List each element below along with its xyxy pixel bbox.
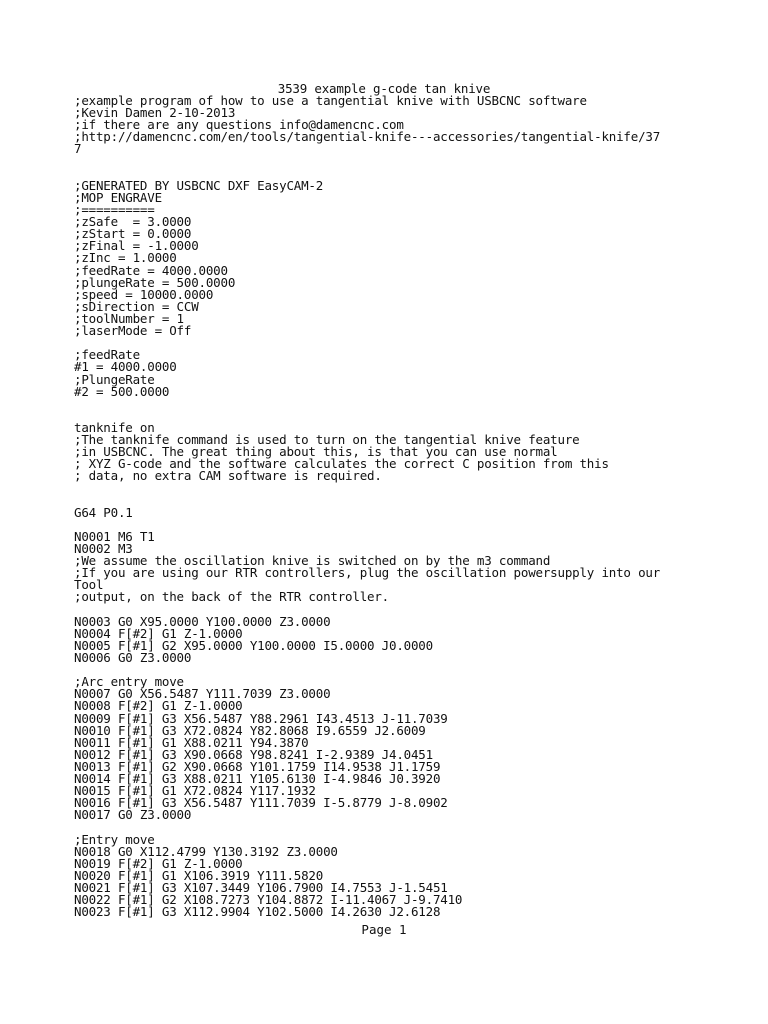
code-line <box>74 519 734 531</box>
code-line: N0021 F[#1] G3 X107.3449 Y106.7900 I4.7553 J-1.5451 <box>74 880 448 896</box>
code-line: N0015 F[#1] G1 X72.0824 Y117.1932 <box>74 783 316 799</box>
code-line <box>74 337 734 349</box>
code-line: N0010 F[#1] G3 X72.0824 Y82.8068 I9.6559 J2.6009 <box>74 722 426 738</box>
code-line: ;zSafe = 3.0000 <box>74 214 192 230</box>
code-line: N0014 F[#1] G3 X88.0211 Y105.6130 I-4.9846 J0.3920 <box>74 771 441 787</box>
code-line <box>74 398 734 410</box>
code-line: N0018 G0 X112.4799 Y130.3192 Z3.0000 <box>74 843 338 859</box>
code-line: ;example program of how to use a tangential knive with USBCNC software <box>74 93 587 108</box>
code-line: ;sDirection = CCW <box>74 298 199 314</box>
code-line: N0020 F[#1] G1 X106.3919 Y111.5820 <box>74 868 324 883</box>
code-line: ;If you are using our RTR controllers, plug the oscillation powersupply into our <box>74 565 661 581</box>
code-line: ;output, on the back of the RTR controller. <box>74 589 390 605</box>
code-line: N0006 G0 Z3.0000 <box>74 650 192 666</box>
code-line: ; data, no extra CAM software is required. <box>74 468 382 484</box>
code-line: ;GENERATED BY USBCNC DXF EasyCAM-2 <box>74 177 324 193</box>
code-line: N0007 G0 X56.5487 Y111.7039 Z3.0000 <box>74 686 331 702</box>
code-line <box>74 822 734 834</box>
code-line: ;if there are any questions info@damencnc.com <box>74 117 404 133</box>
code-line: ;Entry move <box>74 831 155 847</box>
code-line: ;zFinal = -1.0000 <box>74 238 199 254</box>
page-number: Page 1 <box>361 922 407 937</box>
code-line: N0004 F[#2] G1 Z-1.0000 <box>74 625 243 641</box>
code-line: ;speed = 10000.0000 <box>74 286 214 302</box>
code-line: ; XYZ G-code and the software calculates the correct C position from this <box>74 456 609 472</box>
code-line: N0008 F[#2] G1 Z-1.0000 <box>74 698 243 714</box>
code-line: N0009 F[#1] G3 X56.5487 Y88.2961 I43.4513 J-11.7039 <box>74 710 448 726</box>
code-line: Tool <box>74 577 104 593</box>
code-line: ;PlungeRate <box>74 371 155 387</box>
document-title: 3539 example g-code tan knive <box>277 81 491 96</box>
code-line: ;plungeRate = 500.0000 <box>74 274 236 290</box>
code-line: ;The tanknife command is used to turn on the tangential knive feature <box>74 432 580 448</box>
code-line: ;Arc entry move <box>74 674 184 690</box>
code-line: ;========== <box>74 201 155 217</box>
code-line: tanknife on <box>74 419 155 435</box>
code-line: ;in USBCNC. The great thing about this, is that you can use normal <box>74 444 558 460</box>
code-line: N0001 M6 T1 <box>74 528 155 544</box>
code-line: N0003 G0 X95.0000 Y100.0000 Z3.0000 <box>74 613 331 629</box>
code-line: ;feedRate = 4000.0000 <box>74 262 228 278</box>
code-line <box>74 483 734 495</box>
code-line: 7 <box>74 141 82 157</box>
code-line: ;Kevin Damen 2-10-2013 <box>74 105 236 121</box>
code-line: N0023 F[#1] G3 X112.9904 Y102.5000 I4.2630 J2.6128 <box>74 904 441 920</box>
code-line: ;zInc = 1.0000 <box>74 250 177 266</box>
code-line: ;zStart = 0.0000 <box>74 226 192 242</box>
code-line: G64 P0.1 <box>74 504 133 520</box>
code-line: N0016 F[#1] G3 X56.5487 Y111.7039 I-5.8779 J-8.0902 <box>74 795 448 811</box>
code-line: N0019 F[#2] G1 Z-1.0000 <box>74 855 243 871</box>
code-line: ;feedRate <box>74 347 140 363</box>
code-line: N0017 G0 Z3.0000 <box>74 807 192 823</box>
code-line: N0022 F[#1] G2 X108.7273 Y104.8872 I-11.4067 J-9.7410 <box>74 892 463 908</box>
code-line: ;laserMode = Off <box>74 323 192 339</box>
code-line: N0002 M3 <box>74 541 133 557</box>
code-line: N0012 F[#1] G3 X90.0668 Y98.8241 I-2.9389 J4.0451 <box>74 746 433 762</box>
code-line: ;We assume the oscillation knive is switched on by the m3 command <box>74 553 551 569</box>
code-line: ;toolNumber = 1 <box>74 310 184 326</box>
gcode-listing <box>74 95 734 918</box>
code-line: N0011 F[#1] G1 X88.0211 Y94.3870 <box>74 734 309 750</box>
code-line: ;http://damencnc.com/en/tools/tangential-knife---accessories/tangential-knife/37 <box>74 129 661 145</box>
code-line: N0013 F[#1] G2 X90.0668 Y101.1759 I14.9538 J1.1759 <box>74 759 441 775</box>
code-line: ;MOP ENGRAVE <box>74 189 162 205</box>
code-line: #2 = 500.0000 <box>74 383 170 399</box>
code-line <box>74 495 734 507</box>
code-line <box>74 156 734 168</box>
code-line: N0005 F[#1] G2 X95.0000 Y100.0000 I5.0000 J0.0000 <box>74 637 433 653</box>
code-line: #1 = 4000.0000 <box>74 359 177 375</box>
code-line <box>74 410 734 422</box>
